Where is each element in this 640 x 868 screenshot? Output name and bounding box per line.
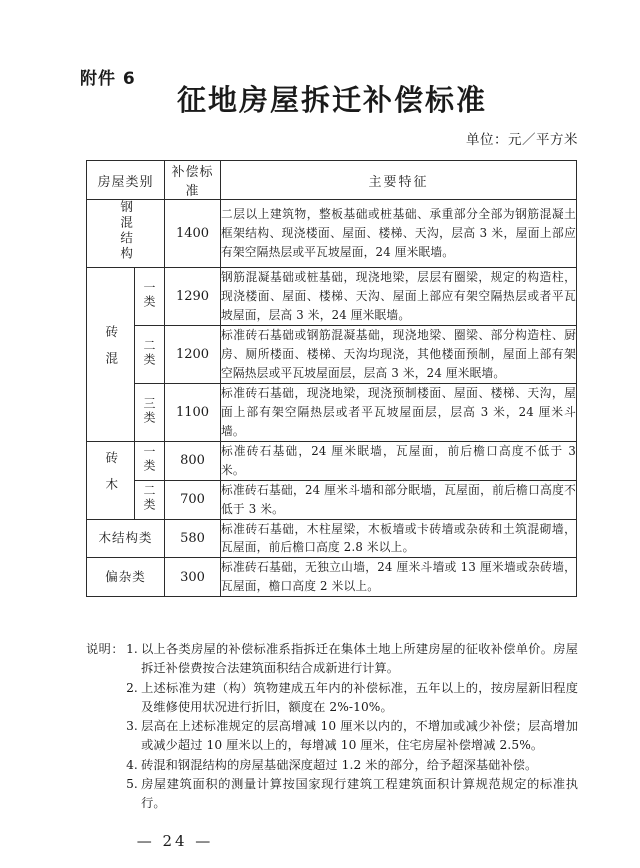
row-features: 二层以上建筑物，整板基础或桩基础、承重部分全部为钢筋混凝土框架结构、现浇楼面、屋面、楼梯、天沟，层高 3 米，屋面上部应有架空隔热层或平瓦坡屋面，24 厘米眠墙。: [221, 200, 577, 268]
table-row: [87, 325, 577, 383]
row-price: 1400: [165, 200, 221, 268]
note-text: 砖混和钢混结构的房屋基础深度超过 1.2 米的部分，给予超深基础补偿。: [141, 757, 538, 772]
table-header-row: [87, 161, 577, 200]
notes-row: [86, 640, 578, 813]
page-title: 征地房屋拆迁补偿标准: [176, 83, 487, 117]
table-row: [87, 383, 577, 441]
note-text: 层高在上述标准规定的层高增减 10 厘米以内的，不增加或减少补偿；层高增加或减少超过 10 厘米以上的，每增减 10 厘米，住宅房屋补偿增减 2.5%。: [141, 719, 578, 753]
row-category: [87, 558, 165, 597]
table-row: [87, 480, 577, 519]
notes-section: [86, 640, 578, 813]
row-features: 标准砖石基础，24 厘米斗墙和部分眠墙，瓦屋面，前后檐口高度不低于 3 米。: [221, 480, 577, 519]
row-subclass: [135, 383, 165, 441]
row-subclass: [135, 325, 165, 383]
note-number: 1.: [126, 642, 138, 656]
row-price: 1200: [165, 325, 221, 383]
notes-list: [126, 640, 578, 813]
row-features: 标准砖石基础，木柱屋梁，木板墙或卡砖墙或杂砖和土筑混砌墙，瓦屋面，前后檐口高度 2.8 米以上。: [221, 519, 577, 558]
notes-label: 说明：: [86, 642, 125, 656]
note-item: [126, 679, 578, 718]
page-number: — 24 —: [136, 832, 214, 850]
row-price: 800: [165, 441, 221, 480]
row-subclass-label: 二类: [142, 484, 156, 513]
attachment-label: 附件 6: [80, 69, 136, 89]
row-price: 1100: [165, 383, 221, 441]
note-item: [126, 717, 578, 756]
column-header-features: 主要特征: [221, 161, 577, 200]
note-number: 5.: [126, 776, 138, 791]
row-subclass-label: 三类: [142, 396, 156, 425]
row-category-label: 砖混: [103, 325, 119, 379]
column-header-standard: 补偿标准: [165, 161, 221, 200]
row-subclass-label: 一类: [142, 281, 156, 310]
row-price: 700: [165, 480, 221, 519]
row-features: 标准砖石基础，现浇地梁，现浇预制楼面、屋面、楼梯、天沟，屋面上部有架空隔热层或者平瓦坡屋面层，层高 3 米，24 厘米斗墙。: [221, 383, 577, 441]
row-category-label: 偏杂类: [105, 569, 146, 585]
row-features: 标准砖石基础或钢筋混凝基础，现浇地梁、圈梁、部分构造柱、厨房、厕所楼面、楼梯、天沟均现浇，其他楼面预制，屋面上部有架空隔热层或平瓦坡屋面层，层高 3 米，24 厘米眠墙。: [221, 325, 577, 383]
row-subclass-label: 一类: [142, 445, 156, 474]
row-features: 钢筋混凝基础或桩基础，现浇地梁，层层有圈梁，规定的构造柱，现浇楼面、屋面、楼梯、天沟、屋面上部应有架空隔热层或者平瓦坡屋面，层高 3 米，24 厘米眠墙。: [221, 268, 577, 326]
table-row: [87, 441, 577, 480]
row-category-label: 钢混结构: [118, 200, 134, 262]
note-text: 以上各类房屋的补偿标准系指拆迁在集体土地上所建房屋的征收补偿单价。房屋拆迁补偿费按合法建筑面积结合成新进行计算。: [141, 642, 578, 676]
note-number: 3.: [126, 719, 138, 734]
note-text: 上述标准为建（构）筑物建成五年内的补偿标准，五年以上的，按房屋新旧程度及维修使用状况进行折旧，额度在 2%-10%。: [141, 680, 578, 714]
table-row: [87, 268, 577, 326]
table-row: [87, 558, 577, 597]
row-price: 1290: [165, 268, 221, 326]
compensation-table: [86, 160, 577, 597]
table-row: [87, 519, 577, 558]
note-text: 房屋建筑面积的测量计算按国家现行建筑工程建筑面积计算规范规定的标准执行。: [141, 776, 578, 811]
note-item: [126, 756, 578, 775]
row-category: [87, 441, 135, 519]
row-price: 300: [165, 558, 221, 597]
row-category-label: 木结构类: [98, 530, 153, 546]
row-subclass: [135, 441, 165, 480]
unit-note: 单位：元／平方米: [466, 132, 578, 148]
compensation-table-wrapper: [86, 160, 576, 597]
note-item: [126, 775, 578, 814]
row-category: [87, 200, 165, 268]
row-subclass-label: 二类: [142, 338, 156, 367]
row-category: [87, 519, 165, 558]
note-item: [126, 640, 578, 679]
row-features: 标准砖石基础，24 厘米眠墙，瓦屋面，前后檐口高度不低于 3 米。: [221, 441, 577, 480]
row-category: [87, 268, 135, 442]
row-subclass: [135, 268, 165, 326]
note-number: 4.: [126, 757, 138, 772]
column-header-category: 房屋类别: [87, 161, 165, 200]
table-row: [87, 200, 577, 268]
row-category-label: 砖木: [103, 451, 119, 505]
row-features: 标准砖石基础，无独立山墙，24 厘米斗墙或 13 厘米墙或杂砖墙，瓦屋面，檐口高度 2 米以上。: [221, 558, 577, 597]
row-price: 580: [165, 519, 221, 558]
row-subclass: [135, 480, 165, 519]
note-number: 2.: [126, 680, 138, 695]
